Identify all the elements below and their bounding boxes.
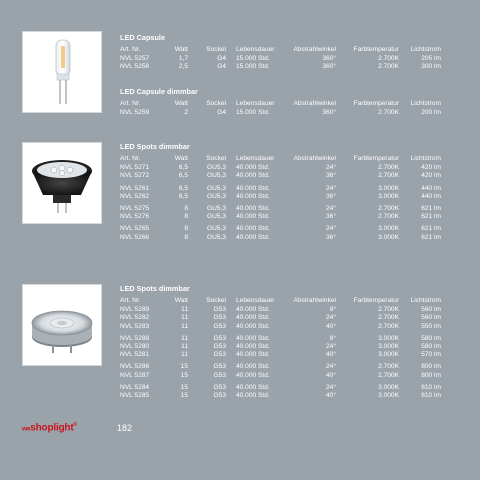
table-row: [120, 213, 472, 221]
cell-lichtstrom: 200 lm: [421, 109, 441, 117]
cell-watt: 15: [180, 383, 188, 391]
col-header-lebensdauer: Lebensdauer: [236, 155, 275, 162]
table-row: [120, 384, 472, 392]
cell-sockel: GU5,3: [206, 233, 226, 241]
cell-lebensdauer: 40.000 Std.: [236, 314, 270, 322]
section-title: LED Capsule: [120, 33, 166, 42]
table-row: [120, 306, 472, 314]
cell-abstrahlwinkel: 8°: [329, 334, 336, 342]
cell-abstrahlwinkel: 8°: [329, 306, 336, 314]
cell-farbtemperatur: 2.700K: [378, 205, 399, 213]
table-row: [120, 351, 472, 359]
mr16-spot-icon: [23, 143, 101, 223]
cell-sockel: G4: [217, 63, 226, 71]
table-row: [120, 314, 472, 322]
cell-lichtstrom: 800 lm: [421, 371, 441, 379]
cell-lichtstrom: 580 lm: [421, 334, 441, 342]
col-header-art-nr: Art. Nr.: [120, 46, 141, 53]
cell-watt: 6,5: [178, 192, 188, 200]
cell-watt: 6,5: [178, 184, 188, 192]
col-header-lichtstrom: Lichtstrom: [410, 46, 441, 53]
cell-watt: 8: [184, 233, 188, 241]
cell-art-nr: NVL 5288: [120, 334, 150, 342]
cell-farbtemperatur: 3.000K: [378, 192, 399, 200]
col-header-lichtstrom: Lichtstrom: [410, 155, 441, 162]
cell-farbtemperatur: 2.700K: [378, 164, 399, 172]
cell-abstrahlwinkel: 36°: [326, 233, 336, 241]
cell-sockel: G53: [213, 383, 226, 391]
cell-sockel: G53: [213, 371, 226, 379]
cell-watt: 15: [180, 363, 188, 371]
cell-art-nr: NVL 5271: [120, 164, 150, 172]
cell-art-nr: NVL 5262: [120, 192, 150, 200]
cell-art-nr: NVL 5261: [120, 184, 150, 192]
table-row: [120, 205, 472, 213]
col-header-watt: Watt: [174, 297, 188, 304]
col-header-lebensdauer: Lebensdauer: [236, 46, 275, 53]
col-header-abstrahlwinkel: Abstrahlwinkel: [293, 100, 336, 107]
cell-art-nr: NVL 5285: [120, 392, 150, 400]
cell-art-nr: NVL 5280: [120, 343, 150, 351]
col-header-farbtemperatur: Farbtemperatur: [353, 297, 399, 304]
cell-lichtstrom: 440 lm: [421, 184, 441, 192]
table-row: [120, 164, 472, 172]
col-header-sockel: Sockel: [206, 46, 226, 53]
table-row: [120, 185, 472, 193]
col-header-sockel: Sockel: [206, 100, 226, 107]
product-image-capsule: [22, 31, 102, 113]
cell-farbtemperatur: 2.700K: [378, 306, 399, 314]
brand-logo: [22, 422, 77, 433]
cell-farbtemperatur: 3.000K: [378, 343, 399, 351]
logo-main: shoplight: [30, 422, 74, 434]
cell-lebensdauer: 40.000 Std.: [236, 322, 270, 330]
cell-lichtstrom: 621 lm: [421, 205, 441, 213]
cell-lebensdauer: 40.000 Std.: [236, 213, 270, 221]
cell-art-nr: NVL 5286: [120, 363, 150, 371]
cell-watt: 6,5: [178, 172, 188, 180]
cell-lichtstrom: 560 lm: [421, 314, 441, 322]
footer-logo: [22, 422, 77, 433]
cell-farbtemperatur: 3.000K: [378, 184, 399, 192]
cell-abstrahlwinkel: 36°: [326, 213, 336, 221]
cell-watt: 11: [181, 306, 188, 314]
cell-farbtemperatur: 3.000K: [378, 233, 399, 241]
cell-sockel: GU5,3: [206, 184, 226, 192]
col-header-abstrahlwinkel: Abstrahlwinkel: [293, 297, 336, 304]
product-image-mr16-spot: [22, 142, 102, 224]
table-header: [120, 100, 472, 108]
cell-abstrahlwinkel: 24°: [326, 205, 336, 213]
col-header-sockel: Sockel: [206, 155, 226, 162]
cell-lichtstrom: 205 lm: [421, 55, 441, 63]
cell-lebensdauer: 40.000 Std.: [236, 225, 270, 233]
cell-sockel: G4: [217, 109, 226, 117]
cell-sockel: G4: [217, 55, 226, 63]
section-led-capsule-dimmbar: [120, 87, 472, 117]
cell-farbtemperatur: 2.700K: [378, 109, 399, 117]
cell-sockel: G53: [213, 363, 226, 371]
cell-watt: 11: [181, 351, 188, 359]
cell-watt: 1,7: [178, 55, 188, 63]
col-header-watt: Watt: [174, 46, 188, 53]
capsule-bulb-icon: [23, 32, 101, 112]
cell-lebensdauer: 40.000 Std.: [236, 392, 270, 400]
col-header-farbtemperatur: Farbtemperatur: [353, 100, 399, 107]
cell-lebensdauer: 15.000 Std.: [236, 63, 270, 71]
cell-art-nr: NVL 5257: [120, 55, 150, 63]
cell-abstrahlwinkel: 360°: [322, 63, 336, 71]
cell-watt: 11: [181, 334, 188, 342]
cell-art-nr: NVL 5284: [120, 383, 150, 391]
section-title: LED Spots dimmbar: [120, 142, 190, 151]
cell-farbtemperatur: 2.700K: [378, 55, 399, 63]
cell-lichtstrom: 621 lm: [421, 225, 441, 233]
cell-abstrahlwinkel: 40°: [326, 392, 336, 400]
cell-sockel: GU5,3: [206, 164, 226, 172]
cell-art-nr: NVL 5289: [120, 306, 150, 314]
cell-watt: 2: [184, 109, 188, 117]
cell-farbtemperatur: 2.700K: [378, 172, 399, 180]
cell-lebensdauer: 40.000 Std.: [236, 164, 270, 172]
page-number: 182: [117, 423, 133, 433]
cell-sockel: G53: [213, 343, 226, 351]
col-header-lichtstrom: Lichtstrom: [410, 100, 441, 107]
col-header-farbtemperatur: Farbtemperatur: [353, 46, 399, 53]
cell-lebensdauer: 15.000 Std.: [236, 55, 270, 63]
cell-abstrahlwinkel: 36°: [326, 192, 336, 200]
cell-lichtstrom: 300 lm: [421, 63, 441, 71]
table-row: [120, 193, 472, 201]
table-row: [120, 55, 472, 63]
cell-art-nr: NVL 5265: [120, 225, 150, 233]
table-body: [120, 306, 472, 400]
cell-abstrahlwinkel: 40°: [326, 351, 336, 359]
cell-farbtemperatur: 3.000K: [378, 351, 399, 359]
cell-watt: 11: [181, 314, 188, 322]
cell-art-nr: NVL 5282: [120, 314, 150, 322]
col-header-watt: Watt: [174, 100, 188, 107]
table-row: [120, 392, 472, 400]
cell-watt: 11: [181, 322, 188, 330]
col-header-lichtstrom: Lichtstrom: [410, 297, 441, 304]
section-led-spots-dimmbar-g53: [120, 284, 472, 400]
cell-farbtemperatur: 2.700K: [378, 63, 399, 71]
product-image-ar111-spot: [22, 284, 102, 366]
cell-lichtstrom: 550 lm: [421, 322, 441, 330]
cell-art-nr: NVL 5275: [120, 205, 150, 213]
cell-watt: 8: [184, 225, 188, 233]
cell-art-nr: NVL 5276: [120, 213, 150, 221]
cell-lebensdauer: 40.000 Std.: [236, 334, 270, 342]
cell-lebensdauer: 40.000 Std.: [236, 184, 270, 192]
cell-abstrahlwinkel: 360°: [322, 55, 336, 63]
table-row: [120, 323, 472, 331]
cell-farbtemperatur: 3.000K: [378, 334, 399, 342]
cell-sockel: G53: [213, 351, 226, 359]
cell-art-nr: NVL 5281: [120, 351, 150, 359]
cell-lichtstrom: 621 lm: [421, 213, 441, 221]
cell-lebensdauer: 40.000 Std.: [236, 351, 270, 359]
cell-abstrahlwinkel: 40°: [326, 371, 336, 379]
col-header-art-nr: Art. Nr.: [120, 297, 141, 304]
cell-art-nr: NVL 5266: [120, 233, 150, 241]
cell-watt: 15: [180, 371, 188, 379]
cell-abstrahlwinkel: 40°: [326, 322, 336, 330]
cell-abstrahlwinkel: 36°: [326, 172, 336, 180]
cell-farbtemperatur: 2.700K: [378, 371, 399, 379]
col-header-art-nr: Art. Nr.: [120, 100, 141, 107]
table-row: [120, 372, 472, 380]
cell-sockel: G53: [213, 392, 226, 400]
table-header: [120, 155, 472, 163]
cell-art-nr: NVL 5272: [120, 172, 150, 180]
cell-farbtemperatur: 3.000K: [378, 383, 399, 391]
col-header-abstrahlwinkel: Abstrahlwinkel: [293, 46, 336, 53]
cell-abstrahlwinkel: 24°: [326, 343, 336, 351]
cell-sockel: GU5,3: [206, 192, 226, 200]
cell-lichtstrom: 420 lm: [421, 172, 441, 180]
cell-farbtemperatur: 2.700K: [378, 213, 399, 221]
cell-watt: 8: [184, 213, 188, 221]
cell-sockel: GU5,3: [206, 205, 226, 213]
table-row: [120, 172, 472, 180]
cell-watt: 11: [181, 343, 188, 351]
section-title: LED Spots dimmbar: [120, 284, 190, 293]
table-header: [120, 46, 472, 54]
col-header-abstrahlwinkel: Abstrahlwinkel: [293, 155, 336, 162]
cell-lichtstrom: 810 lm: [421, 392, 441, 400]
cell-lebensdauer: 40.000 Std.: [236, 172, 270, 180]
cell-farbtemperatur: 2.700K: [378, 314, 399, 322]
table-row: [120, 363, 472, 371]
cell-lichtstrom: 621 lm: [421, 233, 441, 241]
cell-abstrahlwinkel: 24°: [326, 164, 336, 172]
cell-watt: 8: [184, 205, 188, 213]
ar111-spot-icon: [23, 285, 101, 365]
cell-lebensdauer: 40.000 Std.: [236, 363, 270, 371]
cell-lebensdauer: 40.000 Std.: [236, 371, 270, 379]
cell-watt: 2,5: [178, 63, 188, 71]
cell-lichtstrom: 810 lm: [421, 383, 441, 391]
section-title: LED Capsule dimmbar: [120, 87, 198, 96]
cell-sockel: G53: [213, 334, 226, 342]
col-header-farbtemperatur: Farbtemperatur: [353, 155, 399, 162]
cell-abstrahlwinkel: 24°: [326, 383, 336, 391]
cell-art-nr: NVL 5283: [120, 322, 150, 330]
logo-prefix: we: [22, 425, 31, 433]
table-row: [120, 343, 472, 351]
cell-art-nr: NVL 5287: [120, 371, 150, 379]
cell-watt: 15: [180, 392, 188, 400]
cell-lichtstrom: 800 lm: [421, 363, 441, 371]
table-body: [120, 164, 472, 242]
cell-art-nr: NVL 5259: [120, 109, 150, 117]
table-row: [120, 234, 472, 242]
cell-sockel: GU5,3: [206, 225, 226, 233]
table-row: [120, 225, 472, 233]
table-header: [120, 297, 472, 305]
cell-lebensdauer: 40.000 Std.: [236, 383, 270, 391]
section-led-spots-dimmbar-gu53: [120, 142, 472, 242]
cell-farbtemperatur: 2.700K: [378, 363, 399, 371]
cell-lichtstrom: 440 lm: [421, 192, 441, 200]
cell-sockel: G53: [213, 314, 226, 322]
cell-abstrahlwinkel: 360°: [322, 109, 336, 117]
cell-farbtemperatur: 2.700K: [378, 322, 399, 330]
table-row: [120, 109, 472, 117]
cell-lichtstrom: 560 lm: [421, 306, 441, 314]
cell-sockel: G53: [213, 322, 226, 330]
cell-lebensdauer: 40.000 Std.: [236, 343, 270, 351]
cell-art-nr: NVL 5258: [120, 63, 150, 71]
cell-abstrahlwinkel: 24°: [326, 314, 336, 322]
section-led-capsule: [120, 33, 472, 72]
table-row: [120, 63, 472, 71]
cell-abstrahlwinkel: 24°: [326, 225, 336, 233]
cell-farbtemperatur: 3.000K: [378, 392, 399, 400]
col-header-lebensdauer: Lebensdauer: [236, 100, 275, 107]
cell-abstrahlwinkel: 24°: [326, 184, 336, 192]
cell-sockel: GU5,3: [206, 172, 226, 180]
cell-lebensdauer: 40.000 Std.: [236, 192, 270, 200]
cell-sockel: G53: [213, 306, 226, 314]
cell-lichtstrom: 570 lm: [421, 351, 441, 359]
cell-sockel: GU5,3: [206, 213, 226, 221]
col-header-lebensdauer: Lebensdauer: [236, 297, 275, 304]
logo-registered-mark: ®: [73, 422, 77, 428]
cell-lebensdauer: 40.000 Std.: [236, 233, 270, 241]
table-row: [120, 335, 472, 343]
col-header-watt: Watt: [174, 155, 188, 162]
cell-abstrahlwinkel: 24°: [326, 363, 336, 371]
cell-lebensdauer: 15.000 Std.: [236, 109, 270, 117]
cell-watt: 6,5: [178, 164, 188, 172]
cell-lichtstrom: 420 lm: [421, 164, 441, 172]
cell-farbtemperatur: 3.000K: [378, 225, 399, 233]
col-header-sockel: Sockel: [206, 297, 226, 304]
cell-lebensdauer: 40.000 Std.: [236, 205, 270, 213]
col-header-art-nr: Art. Nr.: [120, 155, 141, 162]
cell-lichtstrom: 580 lm: [421, 343, 441, 351]
cell-lebensdauer: 40.000 Std.: [236, 306, 270, 314]
